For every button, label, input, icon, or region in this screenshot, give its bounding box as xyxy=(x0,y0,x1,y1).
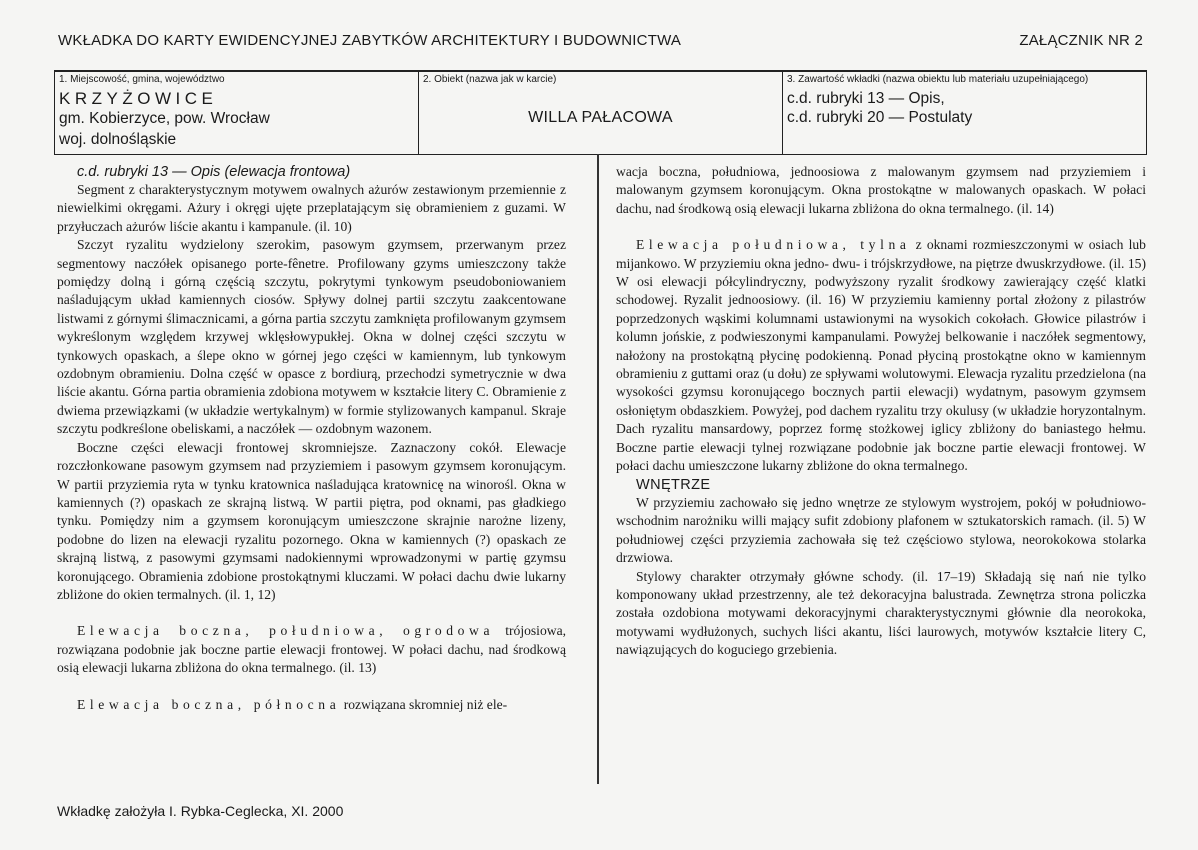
field-contents xyxy=(783,72,1146,154)
paragraph: W przyziemiu zachowało się jedno wnętrze ze stylowym wystrojem, pokój w południowo-wschodnim narożniku willi mający sufit zdobiony plafonem w sztukatorskich ramach. (il. 5) W południowej części przyziemia zachowała się też częściowo stylowa, neorokokowa stolarka drzwiowa. xyxy=(616,494,1146,566)
paragraph xyxy=(57,696,566,714)
left-column xyxy=(57,163,566,714)
commune-name: gm. Kobierzyce, pow. Wrocław xyxy=(59,110,270,127)
paragraph-text: z oknami rozmieszczonymi w osiach lub mijankowo. W przyziemiu okna jedno- dwu- i trójskrzydłowe, na piętrze dwuskrzydłowe. (il. 15) W osi elewacji półcylindryczny, podwyższony ryzalit środkowy zawierający część klatki schodowej. Ryzalit jednoosiowy. (il. 16) W przyziemiu kamienny portal złożony z pilastrów poprzedzonych wąskimi kolumnami ustawionymi na wysokich cokołach. Głowice pilastrów i kolumn jońskie, z podwieszonymi kampanulami. Powyżej belkowanie i naczółek segmentowy, nałożony na prostokątną płycinę podokienną. Ponad płyciną prostokątne okno w kamiennym obramieniu z guttami oraz (u dołu) ze spływami wolutowymi. Elewacja ryzalitu przedzielona (na wysokości gzymsu koronującego bocznych partii elewacji) wydatnym, pasowym gzymsem osłoniętym obdaszkiem. Powyżej, pod dachem ryzalitu trzy okulusy (w układzie horyzontalnym. Dach ryzalitu mansardowy, poprzez formę stożkowej iglicy zbliżony do baniastego hełmu. Boczne partie elewacji tylnej rozwiązane podobnie jak boczne partie elewacji frontowej. W połaci dachu umieszczone lukarny zbliżone do okna termalnego. xyxy=(616,237,1146,474)
section-heading: WNĘTRZE xyxy=(636,476,711,493)
document-footer: Wkładkę założyła I. Rybka-Ceglecka, XI. 2000 xyxy=(57,803,344,819)
paragraph: Boczne części elewacji frontowej skromniejsze. Zaznaczony cokół. Elewacje rozczłonkowane pasowym gzymsem nad przyziemiem i pasowym gzymsem koronującym. W partii przyziemia ryta w tynku kratownica naśladująca kratownicę na winorośl. Okna w kamiennych (?) opaskach ze skrajną listwą. W partii piętra, pod oknami, pas gładkiego tynku. Pomiędzy nim a gzymsem koronującym umieszczone skrajnie narożne lizeny, podobne do lizen na elewacji ryzalitu pozornego. Okna w kamiennych (?) opaskach ze skrajną listwą, z pasowymi gzymsami nadokiennymi wprowadzonymi w partię gzymsu koronującego. Obramienia zdobione prostokątnymi kluczami. W połaci dachu dwie lukarny zbliżone do okien termalnych. (il. 1, 12) xyxy=(57,439,566,602)
paragraph: wacja boczna, południowa, jednoosiowa z malowanym gzymsem nad przyziemiem i malowanym gzymsem koronującym. Okna prostokątne w malowanych opaskach. W połaci dachu, nad środkową osią elewacji lukarna zbliżona do okna termalnego. (il. 14) xyxy=(616,164,1146,216)
voivodeship-name: woj. dolnośląskie xyxy=(59,131,177,148)
attachment-number: ZAŁĄCZNIK NR 2 xyxy=(1019,32,1143,49)
paragraph xyxy=(616,236,1146,475)
left-column-heading: c.d. rubryki 13 — Opis (elewacja frontowa) xyxy=(77,164,351,180)
paragraph-text: trójosiowa, rozwiązana podobnie jak boczne partie elewacji frontowej. W połaci dachu, nad środkową osią elewacji lukarna zbliżona do okna termalnego. (il. 13) xyxy=(57,623,567,676)
object-name: WILLA PAŁACOWA xyxy=(528,109,673,126)
spaced-term: Elewacja boczna, północna xyxy=(77,696,341,712)
field-contents-label: 3. Zawartość wkładki (nazwa obiektu lub materiału uzupełniającego) xyxy=(787,74,1089,85)
paragraph: Stylowy charakter otrzymały główne schody. (il. 17–19) Składają się nań nie tylko komponowany układ przestrzenny, ale też dekoracyjna balustrada. Zewnętrza strona policzka została ozdobiona motywami dekoracyjnymi charakterystycznymi głównie dla neorokoka, motywami wydłużonych, suchych liści akantu, liści laurowych, motywów kształcie litery C, nawiązujących do koguciego grzebienia. xyxy=(616,568,1146,658)
column-divider xyxy=(597,154,599,784)
paragraph-text: rozwiązana skromniej niż ele- xyxy=(340,696,508,712)
document-title: WKŁADKA DO KARTY EWIDENCYJNEJ ZABYTKÓW ARCHITEKTURY I BUDOWNICTWA xyxy=(58,32,682,49)
paragraph xyxy=(57,622,566,677)
field-object xyxy=(419,72,783,154)
field-location xyxy=(55,72,419,154)
contents-line-2: c.d. rubryki 20 — Postulaty xyxy=(787,109,973,126)
spaced-term: Elewacja południowa, tylna xyxy=(636,237,911,253)
spaced-term: Elewacja boczna, południowa, ogrodowa xyxy=(77,623,495,639)
right-column xyxy=(616,163,1146,660)
paragraph: Segment z charakterystycznym motywem owalnych ażurów zestawionym przemiennie z niewielkimi okręgami. Ażury i okręgi ujęte przeplatającym się obramieniem z guzami. W przyłuczach ażurów liście akantu i kampanule. (il. 10) xyxy=(57,182,566,234)
field-object-label: 2. Obiekt (nazwa jak w karcie) xyxy=(423,74,557,85)
field-location-label: 1. Miejscowość, gmina, województwo xyxy=(59,74,225,85)
contents-line-1: c.d. rubryki 13 — Opis, xyxy=(787,90,945,107)
paragraph: Szczyt ryzalitu wydzielony szerokim, pasowym gzymsem, przerwanym przez segmentowy naczółek opisanego porte-fênetre. Profilowany gzyms umieszczony także pomiędzy dolną i górną częścią szczytu, pokrytymi tynkowym pseudoboniowaniem naśladującym układ kamiennych ciosów. Spływy dolnej partii szczytu zaakcentowane listwami z górnymi ślimacznicami, a górna partia szczytu zamknięta profilowanym gzymsem wykreślonym względem krzywej wklęsłowypukłej. Okna w dolnej części szczytu w tynkowych opaskach, a ślepe okno w górnej jego części w kamiennym, lub tynkowym ozdobnym obramieniu. Dolna część w opasce z bordiurą, przechodzi symetrycznie w dwa liście akantu. Górna partia obramienia zdobiona motywem w kształcie litery C. Obramienie z dwiema przewiązkami (w układzie wertykalnym) w formie stylizowanych kampanul. Skraje szczytu podkreślone obeliskami, a naczółek — ozdobnym wazonem. xyxy=(57,237,566,437)
header-fields xyxy=(54,70,1147,155)
place-name: KRZYŻOWICE xyxy=(59,89,218,108)
